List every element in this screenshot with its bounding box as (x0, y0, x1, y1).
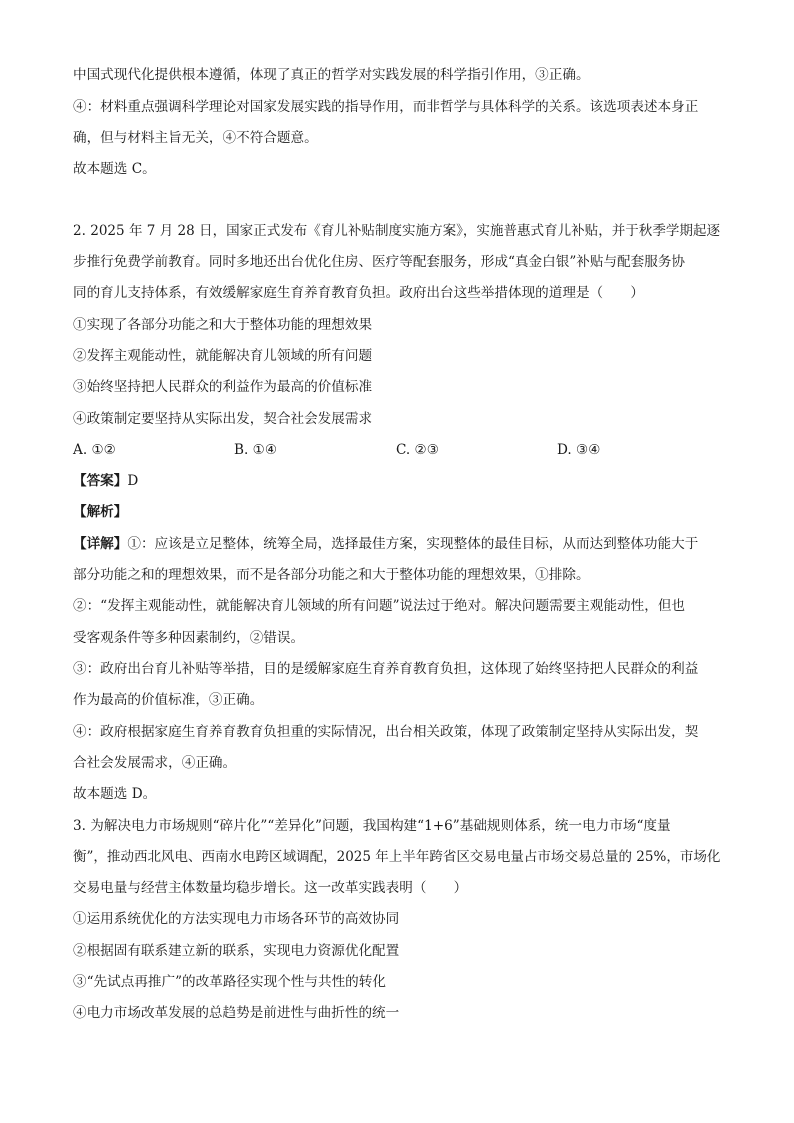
q1-tail-line-2: ④：材料重点强调科学理论对国家发展实践的指导作用，而非哲学与具体科学的关系。该选项表述本身正 (73, 99, 699, 115)
q3-statement-1: ①运用系统优化的方法实现电力市场各环节的高效协同 (73, 911, 400, 927)
q3-statement-2: ②根据固有联系建立新的联系，实现电力资源优化配置 (73, 943, 400, 959)
q2-option-d: D. ③④ (557, 442, 601, 458)
q3-statement-4: ④电力市场改革发展的总趋势是前进性与曲折性的统一 (73, 1005, 400, 1021)
q3-statement-3: ③“先试点再推广”的改革路径实现个性与共性的转化 (73, 974, 386, 990)
q2-statement-2: ②发挥主观能动性，就能解决育儿领域的所有问题 (73, 348, 373, 364)
q2-option-c: C. ②③ (396, 442, 439, 458)
analysis-tag: 【解析】 (73, 504, 128, 520)
q2-detail-line-7: ④：政府根据家庭生育养育教育负担重的实际情况，出台相关政策，体现了政策制定坚持从实际出发，契 (73, 724, 699, 740)
q1-conclusion: 故本题选 C。 (73, 161, 156, 177)
q2-detail-line-5: ③：政府出台育儿补贴等举措，目的是缓解家庭生育养育教育负担，这体现了始终坚持把人民群众的利益 (73, 661, 699, 677)
q2-stem-line-1: 2. 2025 年 7 月 28 日，国家正式发布《育儿补贴制度实施方案》，实施普惠式育儿补贴，并于秋季学期起逐 (73, 223, 720, 239)
q2-stem-line-2: 步推行免费学前教育。同时多地还出台优化住房、医疗等配套服务，形成“真金白银”补贴与配套服务协 (73, 254, 686, 270)
q2-detail-line-1 (73, 535, 698, 553)
q2-conclusion: 故本题选 D。 (73, 786, 157, 802)
q2-detail-line-4: 受客观条件等多种因素制约，②错误。 (73, 630, 305, 646)
q2-analysis-heading (73, 503, 127, 521)
answer-tag: 【答案】 (73, 473, 128, 489)
q1-tail-line-1: 中国式现代化提供根本遵循，体现了真正的哲学对实践发展的科学指引作用，③正确。 (73, 67, 590, 83)
q3-stem-line-2: 衡”，推动西北风电、西南水电跨区域调配，2025 年上半年跨省区交易电量占市场交易总量的 25%，市场化 (73, 849, 721, 865)
q2-statement-3: ③始终坚持把人民群众的利益作为最高的价值标准 (73, 379, 373, 395)
detail-tag: 【详解】 (73, 536, 128, 552)
q2-stem-line-3: 同的育儿支持体系，有效缓解家庭生育养育教育负担。政府出台这些举措体现的道理是（ ） (73, 285, 644, 301)
q2-detail-line-3: ②：“发挥主观能动性，就能解决育儿领域的所有问题”说法过于绝对。解决问题需要主观能动性，但也 (73, 598, 686, 614)
q3-stem-line-3: 交易电量与经营主体数量均稳步增长。这一改革实践表明（ ） (73, 880, 468, 896)
q2-option-b: B. ①④ (234, 442, 278, 458)
detail-text-1: ①：应该是立足整体，统筹全局，选择最佳方案，实现整体的最佳目标，从而达到整体功能大于 (127, 536, 699, 552)
q2-statement-1: ①实现了各部分功能之和大于整体功能的理想效果 (73, 317, 373, 333)
q1-tail-line-3: 确，但与材料主旨无关，④不符合题意。 (73, 130, 318, 146)
q2-answer-line (73, 472, 138, 490)
q3-stem-line-1: 3. 为解决电力市场规则“碎片化”“差异化”问题，我国构建“1+6”基础规则体系，统一电力市场“度量 (73, 818, 671, 834)
q2-option-a: A. ①② (73, 442, 116, 458)
answer-value: D (127, 473, 139, 489)
q2-statement-4: ④政策制定要坚持从实际出发，契合社会发展需求 (73, 411, 373, 427)
q2-detail-line-2: 部分功能之和的理想效果，而不是各部分功能之和大于整体功能的理想效果，①排除。 (73, 567, 590, 583)
q2-detail-line-6: 作为最高的价值标准，③正确。 (73, 692, 264, 708)
q2-detail-line-8: 合社会发展需求，④正确。 (73, 755, 237, 771)
